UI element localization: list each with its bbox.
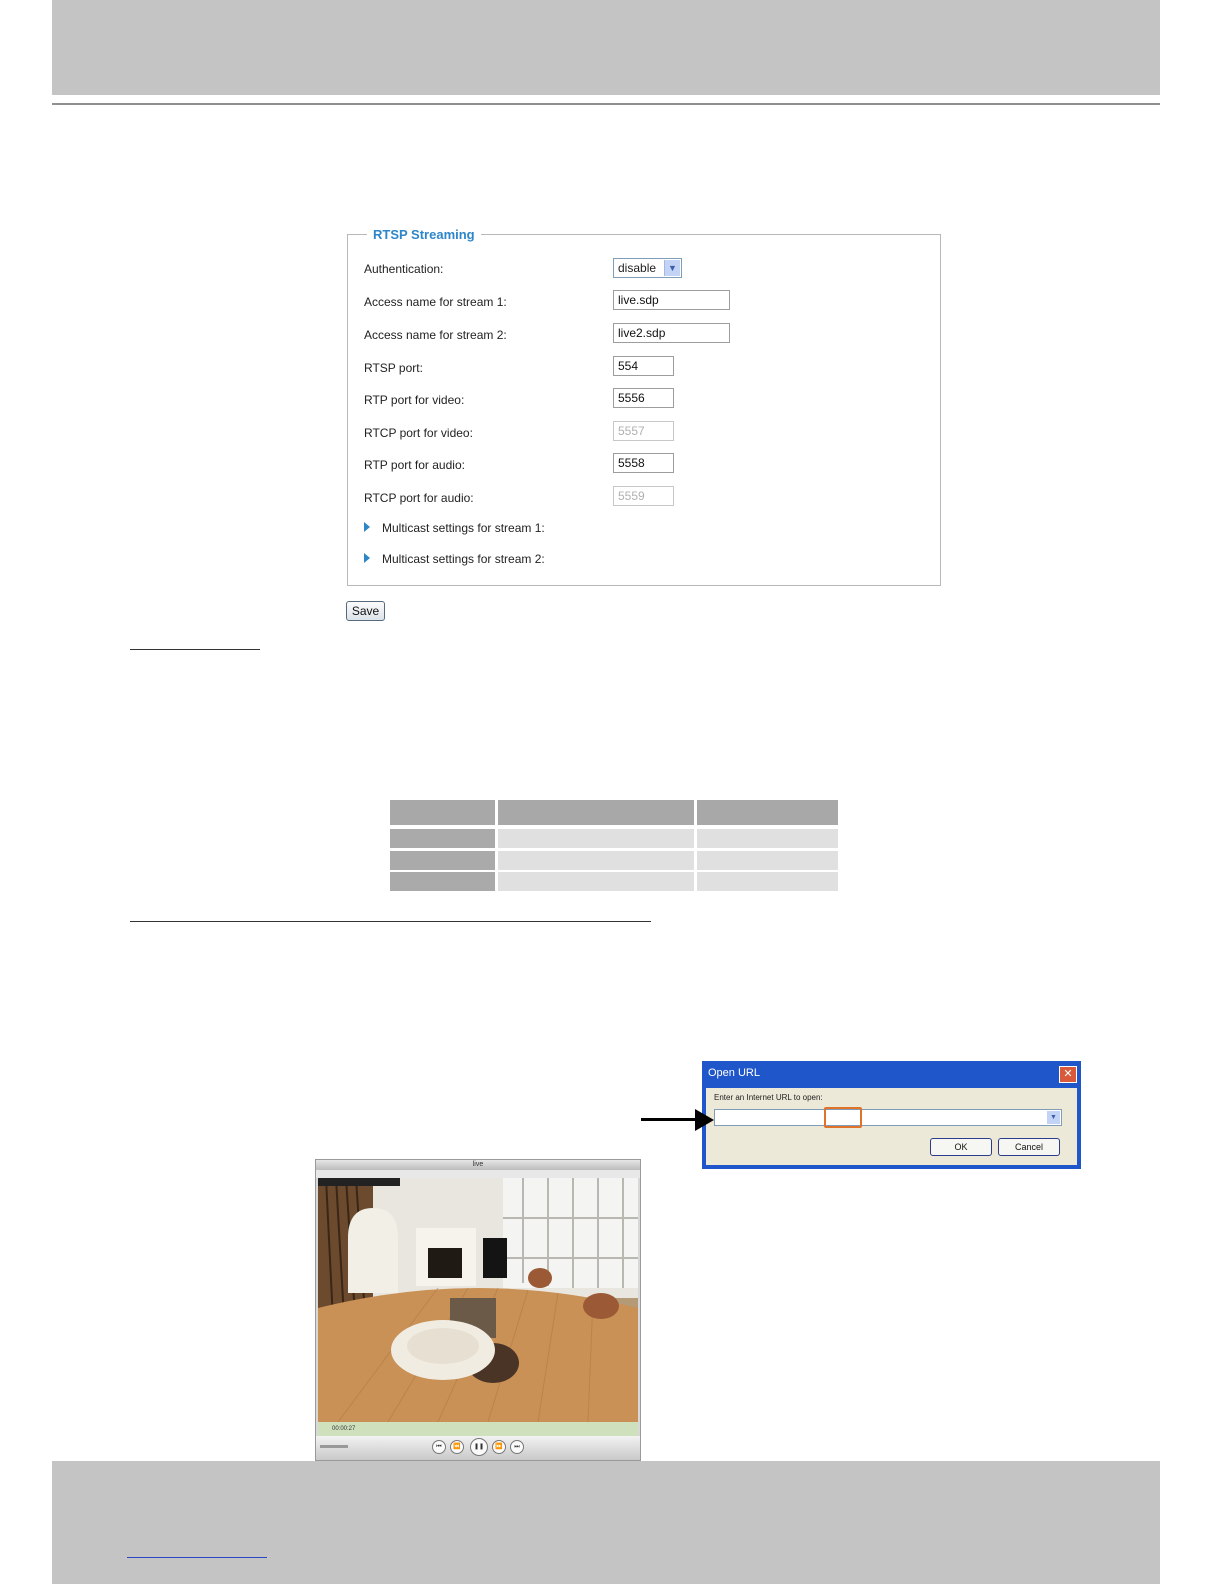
cancel-button[interactable]: Cancel <box>998 1138 1060 1156</box>
url-highlight-box <box>824 1107 862 1128</box>
player-titlebar <box>316 1160 640 1170</box>
stream2-access-name-label: Access name for stream 2: <box>364 328 507 342</box>
page-header-band <box>52 0 1160 95</box>
media-player-window <box>315 1159 641 1461</box>
table-row-header <box>390 829 495 848</box>
stream2-access-name-input[interactable] <box>613 323 730 343</box>
close-icon[interactable]: ✕ <box>1059 1066 1077 1083</box>
expand-triangle-icon[interactable] <box>364 553 370 563</box>
stream1-access-name-label: Access name for stream 1: <box>364 295 507 309</box>
open-url-dialog <box>702 1061 1081 1169</box>
authentication-select-value: disable <box>618 261 657 275</box>
table-header-cell <box>498 800 694 825</box>
multicast-stream2-toggle[interactable]: Multicast settings for stream 2: <box>382 552 545 566</box>
table-header-cell <box>697 800 838 825</box>
rtp-audio-port-label: RTP port for audio: <box>364 458 465 472</box>
expand-triangle-icon[interactable] <box>364 522 370 532</box>
rtcp-video-port-input <box>613 421 674 441</box>
rtcp-video-port-label: RTCP port for video: <box>364 426 473 440</box>
table-row-header <box>390 872 495 891</box>
rtsp-port-label: RTSP port: <box>364 361 423 375</box>
rtcp-audio-port-label: RTCP port for audio: <box>364 491 474 505</box>
rewind-icon[interactable]: ⏪ <box>450 1440 464 1454</box>
rtsp-port-input[interactable] <box>613 356 674 376</box>
footer-link-underline[interactable] <box>127 1557 267 1558</box>
table-cell <box>498 829 694 848</box>
pointer-arrow <box>641 1118 697 1121</box>
section-underline <box>130 921 651 922</box>
playback-progress-bar[interactable]: 00:00:27 <box>318 1422 638 1436</box>
rtp-video-port-label: RTP port for video: <box>364 393 465 407</box>
rtsp-streaming-legend: RTSP Streaming <box>367 226 481 244</box>
player-menubar[interactable] <box>316 1170 640 1178</box>
table-row-header <box>390 851 495 870</box>
pause-icon[interactable]: ❚❚ <box>470 1438 488 1456</box>
header-divider <box>52 103 1160 105</box>
table-cell <box>498 872 694 891</box>
rtp-audio-port-input[interactable] <box>613 453 674 473</box>
rtp-video-port-input[interactable] <box>613 388 674 408</box>
table-cell <box>697 829 838 848</box>
player-title: live <box>472 1161 484 1168</box>
skip-forward-icon[interactable]: ⏭ <box>510 1440 524 1454</box>
table-header-cell <box>390 800 495 825</box>
page-footer-band <box>52 1461 1160 1584</box>
dialog-body <box>706 1088 1077 1165</box>
dialog-title: Open URL <box>708 1067 760 1079</box>
live-video-frame <box>318 1178 638 1422</box>
table-cell <box>697 872 838 891</box>
volume-slider[interactable] <box>320 1445 348 1448</box>
save-button[interactable]: Save <box>346 601 385 621</box>
section-underline <box>130 649 260 650</box>
authentication-select[interactable] <box>613 258 682 278</box>
arrow-right-icon <box>695 1109 714 1131</box>
url-prompt-label: Enter an Internet URL to open: <box>714 1093 823 1102</box>
skip-back-icon[interactable]: ⏮ <box>432 1440 446 1454</box>
chevron-down-icon[interactable]: ▼ <box>1047 1111 1060 1124</box>
chevron-down-icon[interactable]: ▼ <box>664 260 680 276</box>
rtcp-audio-port-input <box>613 486 674 506</box>
stream1-access-name-input[interactable] <box>613 290 730 310</box>
table-cell <box>697 851 838 870</box>
multicast-stream1-toggle[interactable]: Multicast settings for stream 1: <box>382 521 545 535</box>
fast-forward-icon[interactable]: ⏩ <box>492 1440 506 1454</box>
table-cell <box>498 851 694 870</box>
authentication-label: Authentication: <box>364 262 444 276</box>
ok-button[interactable]: OK <box>930 1138 992 1156</box>
player-controls <box>316 1436 640 1460</box>
url-input[interactable] <box>714 1109 1062 1126</box>
